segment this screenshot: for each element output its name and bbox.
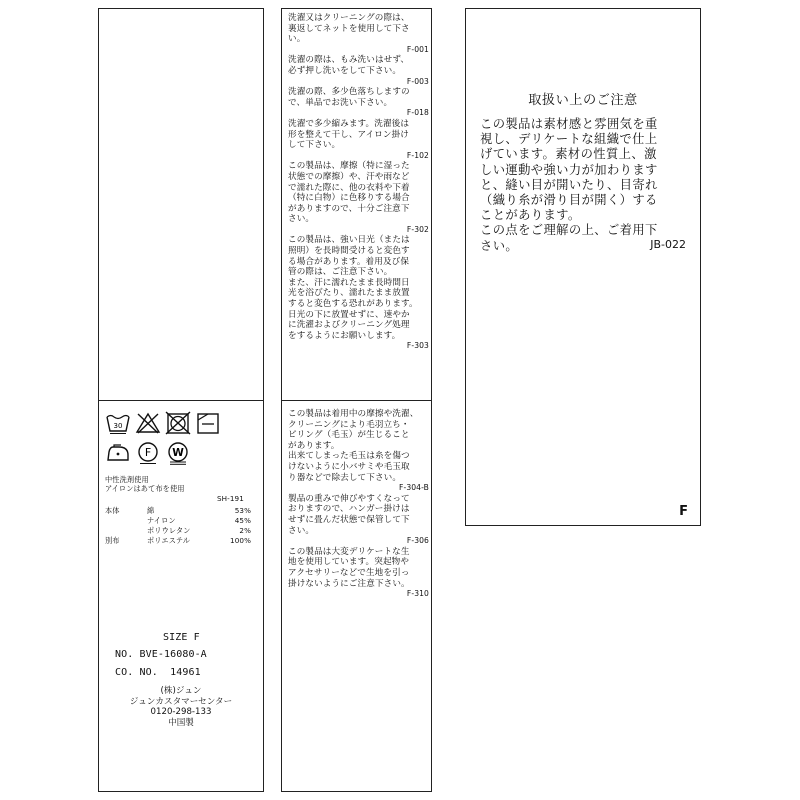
no-tumble-dry-icon (165, 411, 191, 435)
caution-code: F-003 (406, 76, 429, 86)
caution-text: 洗濯の際は、もみ洗いはせず、 必ず押し洗いをして下さい。 (288, 55, 410, 76)
product-number: NO. BVE-16080-A (115, 649, 207, 660)
company-info (99, 686, 263, 728)
caution-code: F-302 (406, 224, 429, 234)
caution-item (288, 409, 429, 494)
caution-code: F-306 (406, 536, 429, 546)
care-note-1: 中性洗剤使用 (105, 475, 149, 484)
customer-center: ジュンカスタマーセンター (129, 696, 233, 707)
caution-code: F-018 (406, 108, 429, 118)
wash-40-gentle-icon (105, 411, 131, 435)
caution-code: F-303 (406, 341, 429, 351)
caution-text: この製品は着用中の摩擦や洗濯、 クリーニングにより毛羽立ち・ ピリング（毛玉）が生じること があります。 出来てしまった毛玉は糸を傷つ けないように小バサミや毛玉取 り器などで除去して下さい。 (288, 409, 419, 483)
wet-clean-w-icon (165, 441, 191, 465)
composition-percent: 2% (239, 526, 251, 535)
company-name: (株)ジュン (160, 686, 202, 696)
svg-text:W: W (172, 447, 184, 459)
label-left-divider (99, 400, 263, 401)
composition-part: 別布 (105, 536, 120, 545)
care-code-right: JB-022 (650, 238, 686, 251)
caution-item (288, 87, 429, 119)
composition-part: 本体 (105, 506, 120, 515)
composition-table (105, 506, 255, 546)
size-mark: F (679, 504, 688, 519)
caution-item (288, 235, 429, 352)
phone-number: 0120-298-133 (150, 707, 212, 718)
caution-text: 洗濯で多少縮みます。洗濯後は 形を整えて干し、アイロン掛け して下さい。 (288, 118, 410, 151)
care-note-2: アイロンはあて布を使用 (105, 484, 185, 493)
line-dry-icon (195, 411, 221, 435)
composition-row (105, 516, 255, 526)
composition-percent: 100% (230, 536, 251, 545)
caution-item (288, 119, 429, 161)
care-title: 取扱い上のご注意 (528, 93, 638, 108)
caution-item (288, 547, 429, 600)
svg-text:30: 30 (113, 422, 123, 430)
no-bleach-icon (135, 411, 161, 435)
composition-row (105, 526, 255, 536)
care-body: この製品は素材感と雰囲気を重 視し、デリケートな組織で仕上 げています。素材の性質上、激 しい運動や強い力が加わります と、縫い目が開いたり、目寄れ （織り糸が滑り目が開く）する ことがあります。 この点をご理解の上、ご着用下 さい。 (480, 117, 658, 253)
country-of-origin: 中国製 (168, 717, 194, 728)
caution-code: F-001 (406, 44, 429, 54)
composition-material: ポリエステル (147, 536, 191, 545)
label-middle-divider (282, 400, 431, 401)
composition-row (105, 506, 255, 516)
composition-percent: 45% (234, 516, 251, 525)
composition-row (105, 536, 255, 546)
care-code: SH-191 (217, 494, 244, 503)
caution-text: この製品は、摩擦（特に湿った 状態での摩擦）や、汗や雨など で濡れた際に、他の衣料や下着 （特に白物）に色移りする場合 がありますので、十分ご注意下 さい。 (288, 161, 410, 225)
size-text: SIZE F (163, 632, 200, 643)
label-middle (281, 8, 432, 792)
caution-text: 洗濯の際、多少色落ちしますの で、単品でお洗い下さい。 (288, 87, 410, 108)
caution-text: この製品は、強い日光（または 照明）を長時間受けると変色す る場合があります。着用及び保 管の際は、ご注意下さい。 また、汗に濡れたまま長時間日 光を浴びたり、濡れたまま放置 すると変色する恐れがあります。 日光の下に放置せずに、速やか に洗濯およびクリーニング処理 をするようにお願いします。 (288, 235, 418, 341)
composition-material: ナイロン (147, 516, 176, 525)
caution-item (288, 161, 429, 235)
caution-text: この製品は大変デリケートな生 地を使用しています。突起物や アクセサリーなどで生地を引っ 掛けないようにご注意下さい。 (288, 546, 410, 589)
label-right (465, 8, 701, 526)
caution-list-bottom (288, 409, 429, 600)
caution-list-top (288, 13, 429, 352)
caution-item (288, 55, 429, 87)
composition-percent: 53% (234, 506, 251, 515)
dry-clean-f-icon (135, 441, 161, 465)
composition-material: ポリウレタン (147, 526, 191, 535)
co-number: CO. NO. 14961 (115, 667, 201, 678)
caution-item (288, 494, 429, 547)
caution-code: F-310 (406, 589, 429, 599)
svg-text:F: F (144, 446, 152, 459)
caution-text: 製品の重みで伸びやすくなって おりますので、ハンガー掛けは せずに畳んだ状態で保管して下 さい。 (288, 493, 410, 536)
caution-item (288, 13, 429, 55)
composition-material: 綿 (147, 506, 155, 515)
care-symbols (105, 411, 255, 465)
iron-low-icon (105, 441, 131, 465)
label-left (98, 8, 264, 792)
caution-code: F-102 (406, 150, 429, 160)
caution-code: F-304-B (399, 483, 429, 493)
caution-text: 洗濯又はクリーニングの際は、 裏返してネットを使用して下さ い。 (288, 13, 410, 45)
